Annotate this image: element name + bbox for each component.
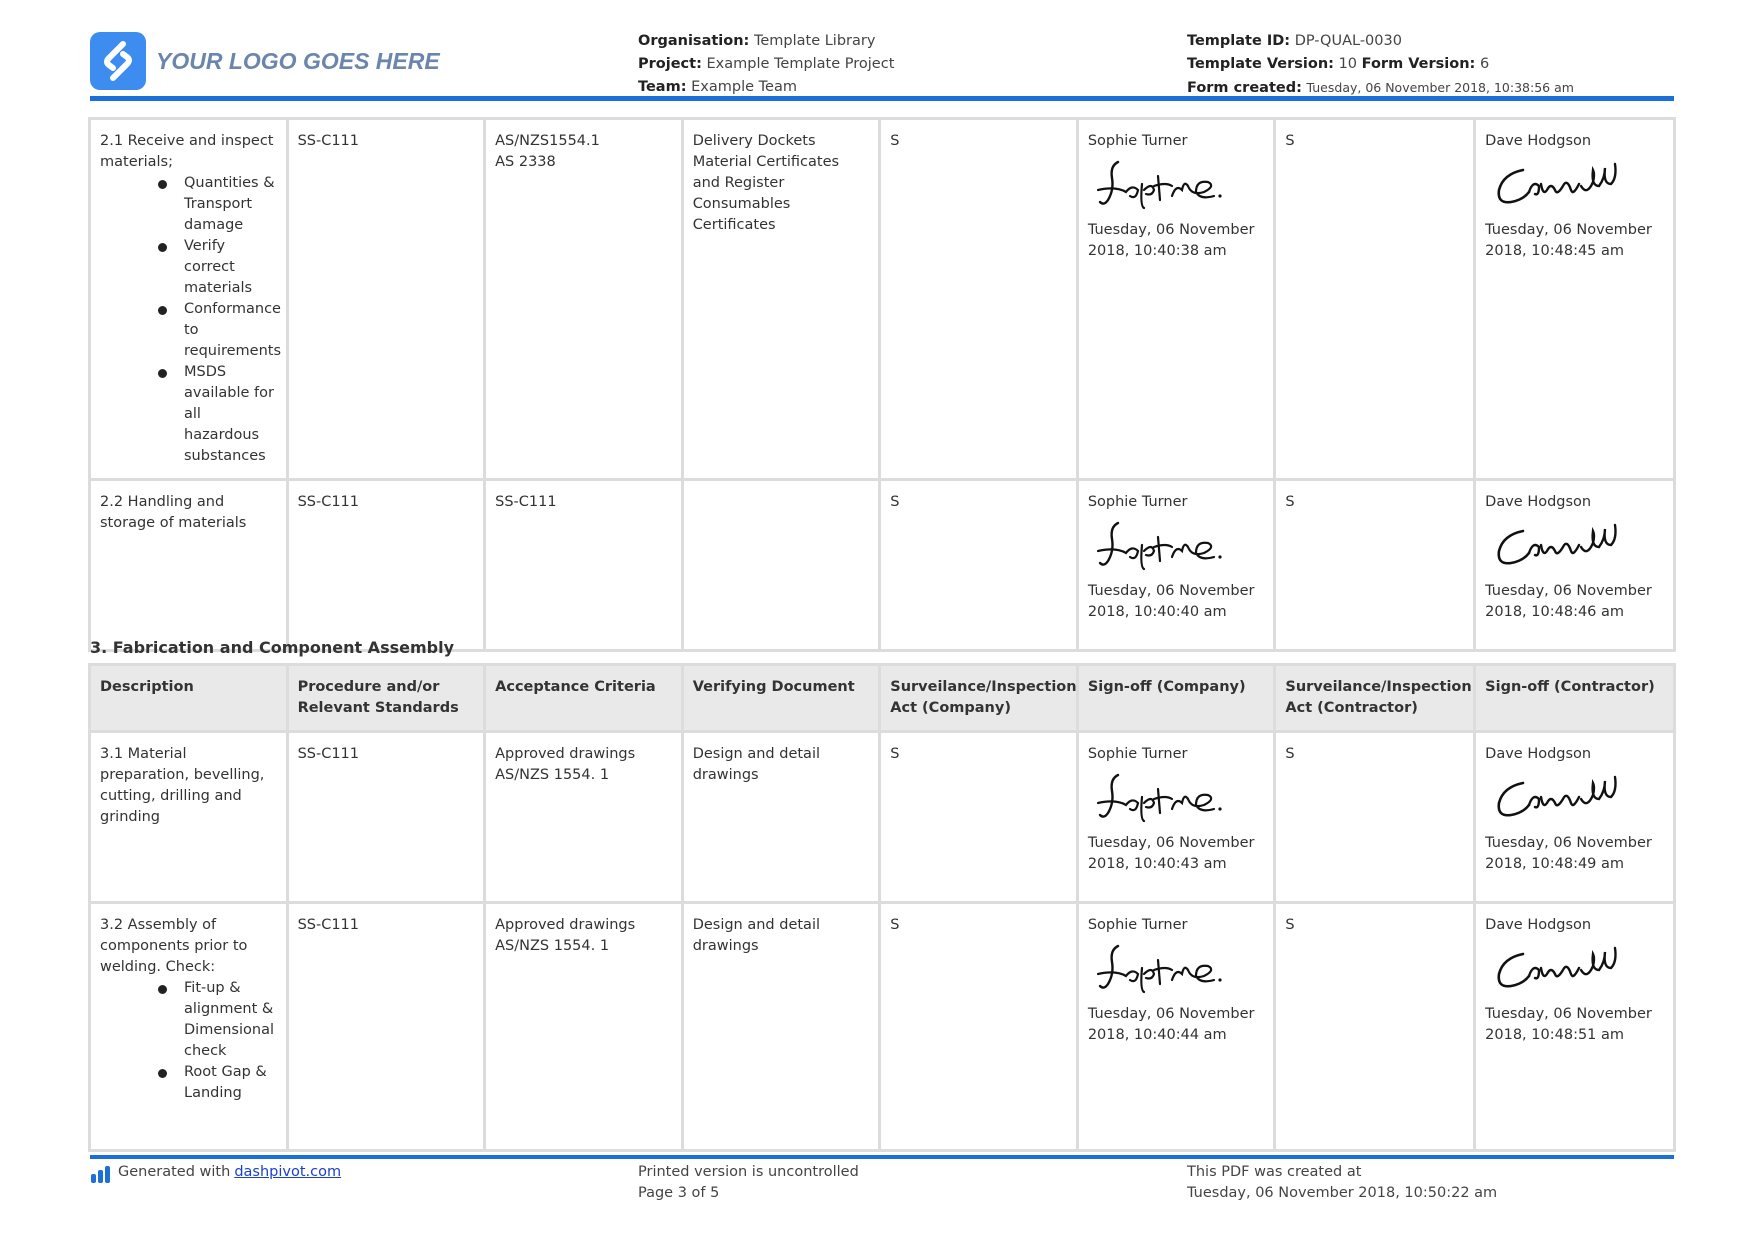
procedure-cell: SS-C111 — [289, 904, 484, 1149]
uncontrolled-notice: Printed version is uncontrolled — [638, 1164, 859, 1180]
description-text: 2.1 Receive and inspect materials; — [100, 133, 274, 170]
inspection-bullet-list — [100, 173, 282, 467]
column-header: Surveilance/Inspection Act (Company) — [881, 666, 1076, 730]
signoff-contractor-cell — [1476, 733, 1673, 901]
acceptance-cell — [486, 733, 681, 901]
signer-name: Sophie Turner — [1087, 746, 1188, 762]
description-text: 3.2 Assembly of components prior to welding. Check: — [100, 917, 248, 975]
form-created-value: Tuesday, 06 November 2018, 10:38:56 am — [1306, 80, 1574, 95]
project-value: Example Template Project — [706, 56, 895, 72]
signature-image — [1096, 769, 1226, 827]
header-project-info — [638, 30, 894, 99]
column-header: Procedure and/or Relevant Standards — [289, 666, 484, 730]
logo — [90, 32, 440, 90]
project-label: Project: — [638, 56, 702, 72]
description-cell: 3.1 Material preparation, bevelling, cutting, drilling and grinding — [91, 733, 286, 901]
list-item: MSDS available for all hazardous substances — [184, 362, 277, 467]
signoff-company-cell — [1079, 733, 1274, 901]
list-item: Quantities & Transport damage — [184, 173, 277, 236]
template-id-label: Template ID: — [1187, 33, 1291, 49]
signature-image — [1096, 940, 1226, 998]
table-row — [91, 733, 1673, 901]
section-title: 3. Fabrication and Component Assembly — [90, 638, 454, 657]
organisation-value: Template Library — [753, 33, 876, 49]
column-header: Surveilance/Inspection Act (Contractor) — [1276, 666, 1473, 730]
column-header: Description — [91, 666, 286, 730]
template-id-value: DP-QUAL-0030 — [1294, 33, 1402, 49]
verifying-line: Design and detail drawings — [692, 746, 821, 783]
acceptance-cell — [486, 120, 681, 478]
organisation-label: Organisation: — [638, 33, 750, 49]
surveillance-company-cell: S — [881, 120, 1076, 478]
signoff-date: Tuesday, 06 November 2018, 10:40:40 am — [1087, 583, 1255, 620]
acceptance-line: SS-C111 — [495, 494, 557, 510]
footer-generated — [90, 1162, 341, 1184]
signature-image — [1493, 156, 1623, 214]
list-item: Verify correct materials — [184, 236, 277, 299]
signoff-date: Tuesday, 06 November 2018, 10:40:44 am — [1087, 1006, 1255, 1043]
form-version-value: 6 — [1479, 56, 1490, 72]
signoff-contractor-cell — [1476, 904, 1673, 1149]
verifying-cell — [684, 904, 879, 1149]
verifying-line: Material Certificates and Register — [692, 154, 840, 191]
verifying-cell — [684, 120, 879, 478]
description-cell — [91, 904, 286, 1149]
dashpivot-icon — [90, 1164, 112, 1184]
template-version-label: Template Version: — [1187, 56, 1334, 72]
signature-image — [1096, 156, 1226, 214]
acceptance-line: AS/NZS 1554. 1 — [495, 767, 610, 783]
surveillance-contractor-cell: S — [1276, 733, 1473, 901]
signature-image — [1096, 517, 1226, 575]
template-version-value: 10 — [1338, 56, 1358, 72]
signoff-date: Tuesday, 06 November 2018, 10:48:49 am — [1485, 835, 1652, 872]
verifying-line: Delivery Dockets — [692, 133, 816, 149]
signer-name: Dave Hodgson — [1485, 746, 1592, 762]
signoff-date: Tuesday, 06 November 2018, 10:40:38 am — [1087, 222, 1255, 259]
verifying-line: Consumables Certificates — [692, 196, 791, 233]
surveillance-company-cell: S — [881, 733, 1076, 901]
table-row — [91, 904, 1673, 1149]
footer-rule — [90, 1155, 1674, 1159]
header-rule — [90, 96, 1674, 101]
signer-name: Sophie Turner — [1087, 133, 1188, 149]
footer-print-info — [638, 1162, 859, 1204]
table-row — [91, 481, 1673, 649]
acceptance-line: AS 2338 — [495, 154, 556, 170]
list-item: Fit-up & alignment & Dimensional check — [184, 978, 277, 1062]
table-header-row — [91, 666, 1673, 730]
column-header: Sign-off (Company) — [1079, 666, 1274, 730]
verifying-cell — [684, 733, 879, 901]
acceptance-line: Approved drawings — [495, 917, 636, 933]
signoff-company-cell — [1079, 120, 1274, 478]
section3-table — [88, 663, 1676, 1152]
surveillance-contractor-cell: S — [1276, 904, 1473, 1149]
signature-image — [1493, 517, 1623, 575]
signoff-date: Tuesday, 06 November 2018, 10:48:46 am — [1485, 583, 1652, 620]
section2-table — [88, 117, 1676, 652]
acceptance-line: AS/NZS1554.1 — [495, 133, 600, 149]
surveillance-company-cell: S — [881, 904, 1076, 1149]
procedure-cell: SS-C111 — [289, 120, 484, 478]
signoff-company-cell — [1079, 481, 1274, 649]
verifying-cell — [684, 481, 879, 649]
dashpivot-link[interactable]: dashpivot.com — [234, 1164, 342, 1180]
signoff-contractor-cell — [1476, 120, 1673, 478]
procedure-cell: SS-C111 — [289, 733, 484, 901]
column-header: Sign-off (Contractor) — [1476, 666, 1673, 730]
footer-created-info — [1187, 1162, 1497, 1204]
surveillance-company-cell: S — [881, 481, 1076, 649]
form-created-label: Form created: — [1187, 80, 1302, 96]
team-value: Example Team — [691, 79, 797, 95]
signoff-contractor-cell — [1476, 481, 1673, 649]
description-cell: 2.2 Handling and storage of materials — [91, 481, 286, 649]
header-template-info — [1187, 30, 1574, 100]
signoff-date: Tuesday, 06 November 2018, 10:48:51 am — [1485, 1006, 1652, 1043]
acceptance-cell — [486, 481, 681, 649]
list-item: Conformance to requirements — [184, 299, 277, 362]
acceptance-line: AS/NZS 1554. 1 — [495, 938, 610, 954]
acceptance-line: Approved drawings — [495, 746, 636, 762]
check-bullet-list — [100, 978, 277, 1104]
page-header — [90, 0, 1674, 100]
surveillance-contractor-cell: S — [1276, 481, 1473, 649]
description-cell — [91, 120, 286, 478]
signoff-company-cell — [1079, 904, 1274, 1149]
verifying-line: Design and detail drawings — [692, 917, 821, 954]
surveillance-contractor-cell: S — [1276, 120, 1473, 478]
column-header: Verifying Document — [684, 666, 879, 730]
team-label: Team: — [638, 79, 687, 95]
list-item: Root Gap & Landing — [184, 1062, 277, 1104]
document-page — [90, 0, 1674, 1201]
signer-name: Dave Hodgson — [1485, 917, 1592, 933]
form-version-label: Form Version: — [1361, 56, 1476, 72]
logo-text: YOUR LOGO GOES HERE — [156, 47, 440, 74]
signoff-date: Tuesday, 06 November 2018, 10:40:43 am — [1087, 835, 1255, 872]
generated-with-text: Generated with — [118, 1164, 231, 1180]
logo-mark-icon — [90, 32, 146, 90]
table-row — [91, 120, 1673, 478]
created-timestamp: Tuesday, 06 November 2018, 10:50:22 am — [1187, 1185, 1498, 1201]
signer-name: Sophie Turner — [1087, 494, 1188, 510]
procedure-cell: SS-C111 — [289, 481, 484, 649]
signer-name: Sophie Turner — [1087, 917, 1188, 933]
signer-name: Dave Hodgson — [1485, 494, 1592, 510]
signature-image — [1493, 769, 1623, 827]
created-label: This PDF was created at — [1187, 1164, 1362, 1180]
signer-name: Dave Hodgson — [1485, 133, 1592, 149]
column-header: Acceptance Criteria — [486, 666, 681, 730]
signature-image — [1493, 940, 1623, 998]
page-number: Page 3 of 5 — [638, 1185, 720, 1201]
acceptance-cell — [486, 904, 681, 1149]
signoff-date: Tuesday, 06 November 2018, 10:48:45 am — [1485, 222, 1652, 259]
